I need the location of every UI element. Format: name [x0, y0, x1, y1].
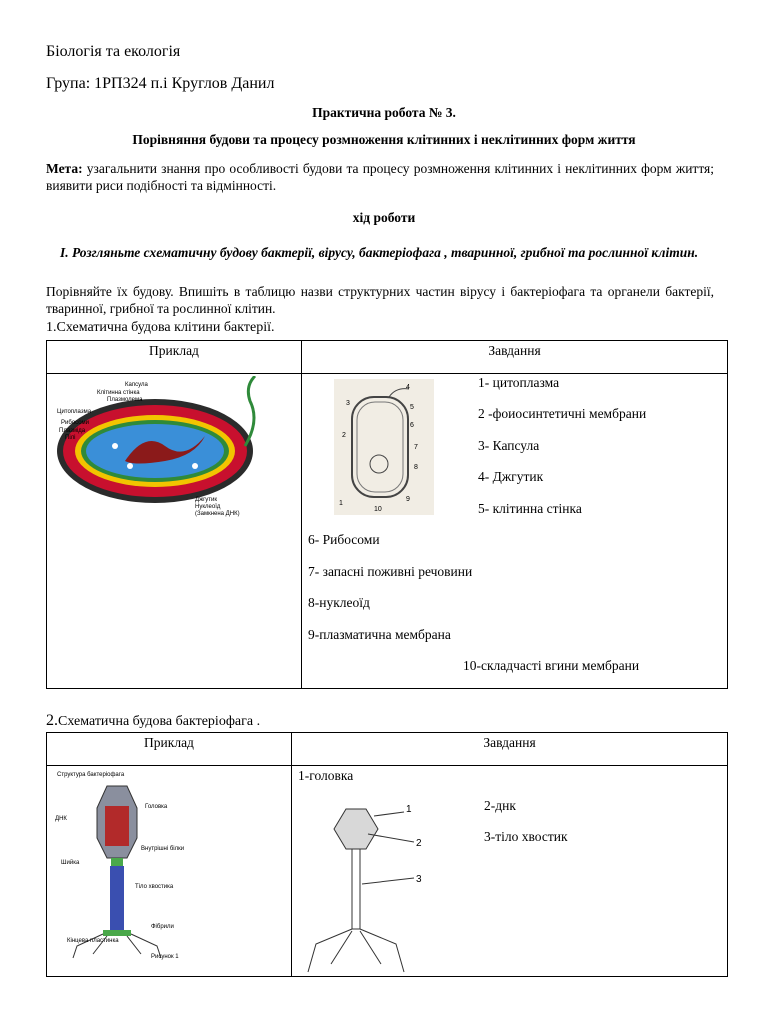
fig-label-structure: Структура бактеріофага [57, 772, 125, 778]
schema-number: 3 [346, 400, 350, 407]
section2-caption-text: Схематична будова бактеріофага . [58, 714, 261, 729]
schema-fibrils [308, 929, 404, 972]
phage-col-task: Завдання [292, 733, 728, 766]
bacteria-answer: 7- запасні поживні речовини [308, 564, 473, 579]
fig-label-cytoplasm: Цитоплазма [57, 409, 92, 415]
progress-heading: хід роботи [352, 210, 416, 225]
fig-label-plasmid: Плазміда [59, 428, 86, 434]
work-subtitle: Порівняння будови та процесу розмноження клітинних і неклітинних форм життя [132, 132, 636, 147]
fig-label-nucleoid: Нуклеоїд [195, 504, 221, 510]
schema-number: 10 [374, 506, 382, 513]
bacteria-task-cell [302, 374, 728, 689]
phage-col-example: Приклад [47, 733, 292, 766]
bacteria-ribosome [112, 443, 118, 449]
fig-label-capsule: Капсула [125, 382, 148, 388]
fig-label-baseplate: Кінцева пластинка [67, 938, 119, 944]
subject-line: Біологія та екологія [46, 43, 181, 60]
bacteria-answer: 5- клітинна стінка [478, 501, 582, 516]
task1-title: І. Розгляньте схематичну будову бактерії, вірусу, бактеріофага , тваринної, грибної та рослинної клітин. [60, 245, 699, 260]
schema-leader [368, 834, 414, 842]
fig-label-figure1: Рисунок 1 [151, 954, 179, 960]
bacteria-answer: 3- Капсула [478, 438, 540, 453]
group-line: Група: 1РП324 п.і Круглов Данил [46, 75, 275, 92]
bacteria-illustration [55, 376, 265, 526]
fig-label-head: Головка [145, 804, 168, 810]
goal-paragraph [46, 160, 714, 194]
fig-label-plasmolemma: Плазмолема [107, 397, 143, 403]
bacteria-answer: 10-складчасті вгини мембрани [463, 658, 640, 673]
phage-answer: 2-днк [484, 798, 516, 813]
phage-baseplate [103, 930, 131, 936]
schema-number: 7 [414, 444, 418, 451]
schema-number: 1 [406, 804, 412, 815]
phage-table [46, 732, 728, 977]
schema-number: 3 [416, 874, 422, 885]
phage-tail [110, 866, 124, 930]
phage-schema [306, 794, 456, 974]
schema-number: 2 [416, 838, 422, 849]
work-title: Практична робота № 3. [312, 105, 456, 120]
bacteria-ribosome [192, 463, 198, 469]
schema-leader [362, 878, 414, 884]
phage-answer: 3-тіло хвостик [484, 829, 568, 844]
schema-leader [374, 812, 404, 816]
schema-number: 6 [410, 422, 414, 429]
bacteria-answer: 2 -фоиосинтетичні мембрани [478, 406, 647, 421]
phage-example-cell [47, 766, 292, 977]
fig-label-cell-wall: Клітинна стінка [97, 390, 140, 396]
fig-label-pili: Пілі [65, 435, 76, 441]
phage-neck [111, 858, 123, 866]
schema-number: 5 [410, 404, 414, 411]
schema-number: 2 [342, 432, 346, 439]
section1-caption: 1.Схематична будова клітини бактерії. [46, 320, 275, 335]
schema-number: 1 [339, 500, 343, 507]
phage-illustration [55, 768, 205, 968]
fig-label-neck: Шийка [61, 860, 80, 866]
fig-label-closed-dna: (Замкнена ДНК) [195, 511, 240, 517]
fig-label-dna: ДНК [55, 816, 67, 822]
phage-task-cell [292, 766, 728, 977]
schema-number: 9 [406, 496, 410, 503]
bacteria-ribosome [127, 463, 133, 469]
bacteria-schema [334, 379, 434, 515]
section2-caption [46, 712, 260, 730]
fig-label-tail: Тіло хвостика [135, 884, 174, 890]
schema-tail [352, 849, 360, 929]
schema-head [334, 809, 378, 849]
schema-number: 4 [406, 384, 410, 391]
fig-label-ribosomes: Рибосоми [61, 420, 90, 426]
goal-text: узагальнити знання про особливості будови та процесу розмноження клітинних і неклітинних форм життя; виявити риси подібності та відмінності. [46, 161, 714, 193]
phage-answer: 1-головка [298, 768, 354, 783]
bacteria-answer: 8-нуклеоїд [308, 595, 370, 610]
bacteria-answer: 4- Джгутик [478, 469, 544, 484]
section2-caption-number: 2. [46, 712, 58, 729]
fig-label-flagellum: Джгутик [195, 497, 217, 503]
bacteria-answer: 1- цитоплазма [478, 375, 560, 390]
goal-label: Мета: [46, 161, 83, 176]
bacteria-example-cell [47, 374, 302, 689]
task1-instruction: Порівняйте їх будову. Впишіть в таблицю назви структурних частин вірусу і бактеріофага та органели бактерії, тваринної, грибної та рослинної клітин. [46, 284, 714, 316]
phage-dna [105, 806, 129, 846]
bacteria-answer: 6- Рибосоми [308, 532, 380, 547]
fig-label-fibrils: Фібрили [151, 924, 174, 930]
fig-label-inner-proteins: Внутрішні білки [141, 846, 185, 852]
schema-number: 8 [414, 464, 418, 471]
bacteria-col-task: Завдання [302, 341, 728, 374]
bacteria-table [46, 340, 728, 689]
bacteria-answer: 9-плазматична мембрана [308, 627, 451, 642]
bacteria-col-example: Приклад [47, 341, 302, 374]
